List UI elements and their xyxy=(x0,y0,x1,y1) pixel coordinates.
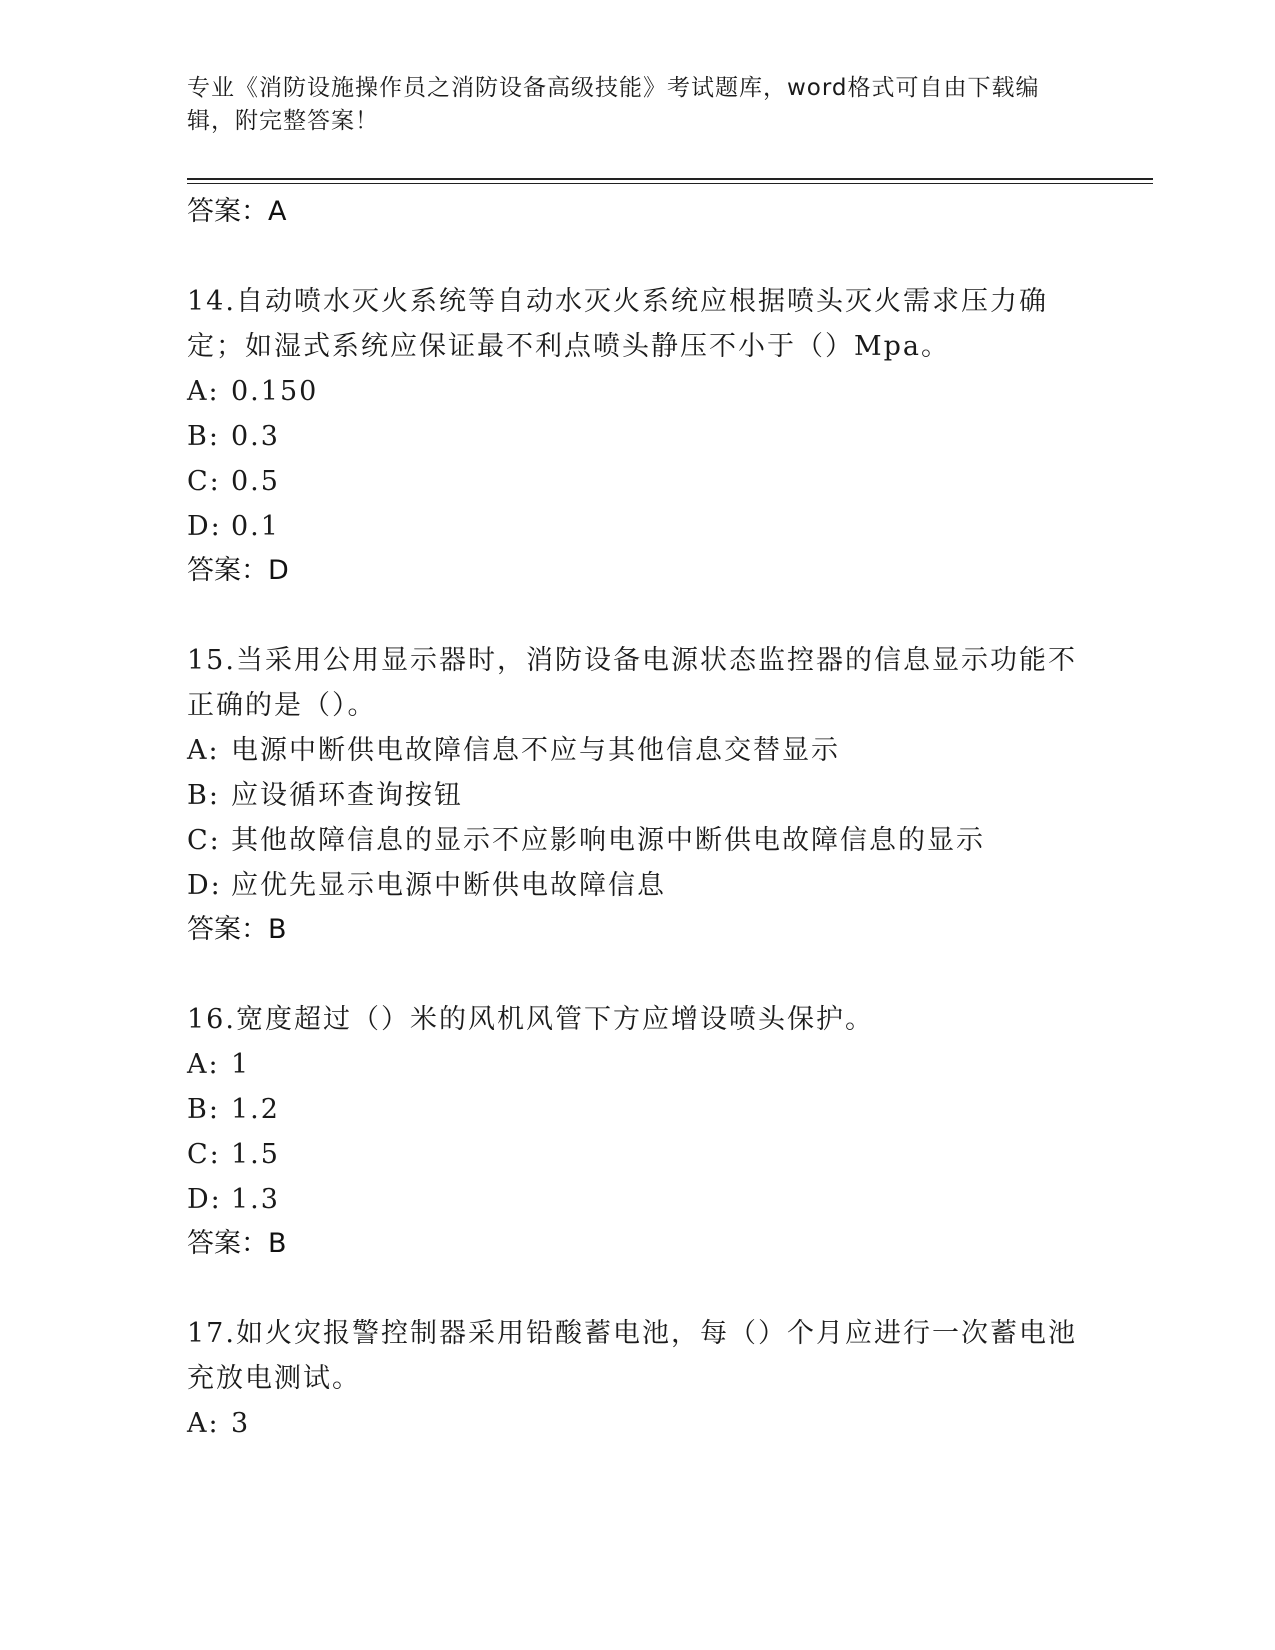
option-label: C: xyxy=(187,825,221,856)
option-a xyxy=(187,1042,1087,1087)
option-value: 0.3 xyxy=(231,421,280,452)
option-b xyxy=(187,773,1087,818)
answer-line: 答案：D xyxy=(187,555,289,586)
option-c xyxy=(187,459,1087,504)
option-value: 3 xyxy=(231,1408,251,1439)
option-label: D: xyxy=(187,870,222,901)
document-header: 专业《消防设施操作员之消防设备高级技能》考试题库，word格式可自由下载编辑，附完整答案！ xyxy=(187,75,1040,134)
option-c xyxy=(187,1132,1087,1177)
answer-line: 答案：B xyxy=(187,914,287,945)
question-15 xyxy=(187,638,1087,947)
question-16 xyxy=(187,997,1087,1261)
answer-line: 答案：A xyxy=(187,196,287,227)
question-list xyxy=(187,190,1087,1446)
option-value: 其他故障信息的显示不应影响电源中断供电故障信息的显示 xyxy=(231,825,985,856)
option-value: 电源中断供电故障信息不应与其他信息交替显示 xyxy=(231,735,840,766)
option-a xyxy=(187,1401,1087,1446)
question-text: 17.如火灾报警控制器采用铅酸蓄电池，每（）个月应进行一次蓄电池充放电测试。 xyxy=(187,1318,1077,1394)
option-value: 0.5 xyxy=(231,466,280,497)
question-text: 15.当采用公用显示器时，消防设备电源状态监控器的信息显示功能不正确的是（）。 xyxy=(187,645,1077,721)
option-a xyxy=(187,728,1087,773)
option-value: 应设循环查询按钮 xyxy=(231,780,463,811)
option-b xyxy=(187,414,1087,459)
option-d xyxy=(187,863,1087,908)
option-label: C: xyxy=(187,1139,221,1170)
option-label: A: xyxy=(187,735,220,766)
option-label: A: xyxy=(187,376,220,407)
option-value: 应优先显示电源中断供电故障信息 xyxy=(231,870,666,901)
option-value: 1.3 xyxy=(231,1184,280,1215)
option-label: B: xyxy=(187,421,220,452)
option-label: A: xyxy=(187,1049,220,1080)
question-text: 16.宽度超过（）米的风机风管下方应增设喷头保护。 xyxy=(187,1004,874,1035)
option-label: B: xyxy=(187,780,220,811)
option-label: B: xyxy=(187,1094,220,1125)
option-value: 1.5 xyxy=(231,1139,280,1170)
option-a xyxy=(187,369,1087,414)
header-divider-thick xyxy=(187,178,1153,180)
option-label: A: xyxy=(187,1408,220,1439)
answer-line: 答案：B xyxy=(187,1228,287,1259)
question-14 xyxy=(187,279,1087,588)
option-d xyxy=(187,504,1087,549)
option-label: D: xyxy=(187,1184,222,1215)
option-c xyxy=(187,818,1087,863)
option-value: 0.150 xyxy=(231,376,319,407)
question-text: 14.自动喷水灭火系统等自动水灭火系统应根据喷头灭火需求压力确定；如湿式系统应保证最不利点喷头静压不小于（）Mpa。 xyxy=(187,286,1048,362)
option-value: 0.1 xyxy=(231,511,280,542)
option-d xyxy=(187,1177,1087,1222)
question-17 xyxy=(187,1311,1087,1446)
option-value: 1 xyxy=(231,1049,251,1080)
option-b xyxy=(187,1087,1087,1132)
option-label: D: xyxy=(187,511,222,542)
option-value: 1.2 xyxy=(231,1094,280,1125)
header-divider-thin xyxy=(187,183,1153,184)
option-label: C: xyxy=(187,466,221,497)
